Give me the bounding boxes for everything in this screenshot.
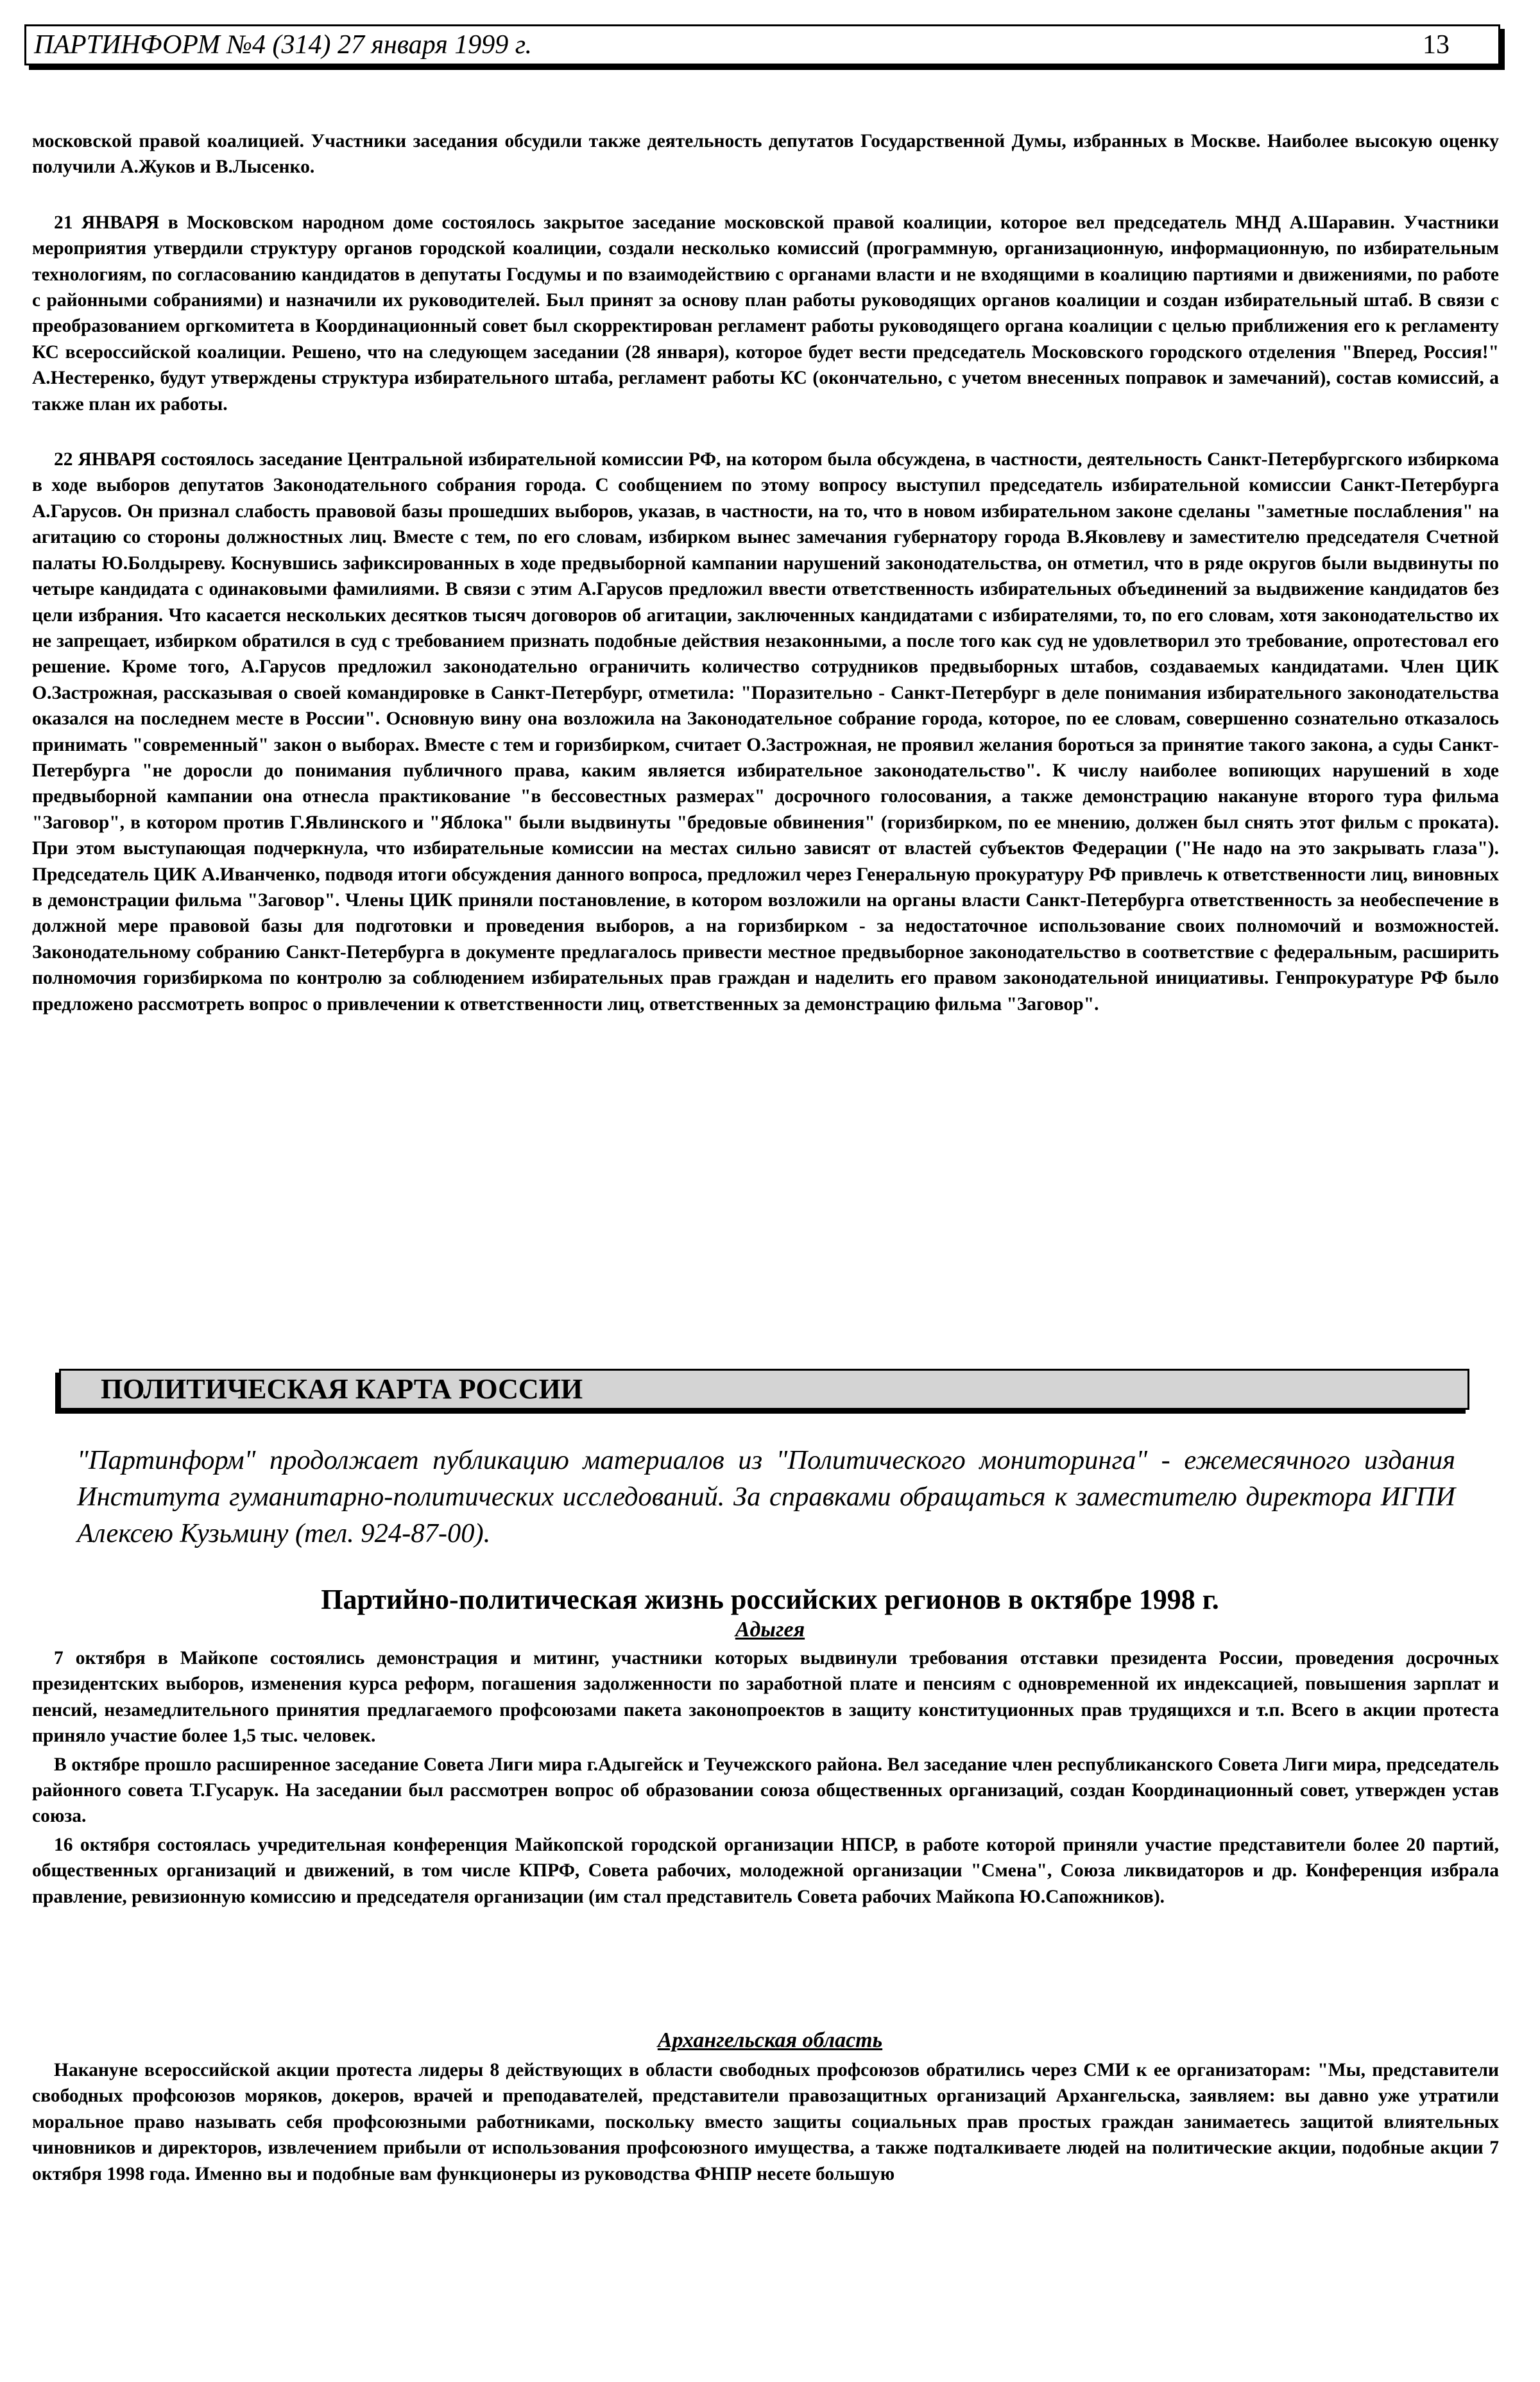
- region-adygea-text: [32, 1645, 1499, 1910]
- page-header: [24, 24, 1500, 65]
- article-title: Партийно-политическая жизнь российских регионов в октябре 1998 г.: [321, 1584, 1219, 1615]
- news-paragraph-continuation: московской правой коалицией. Участники заседания обсудили также деятельность депутатов Государственной Думы, избранных в Москве. Наиболее высокую оценку получили А.Жуков и В.Лысенко.: [32, 131, 1499, 178]
- publication-info: ПАРТИНФОРМ №4 (314) 27 января 1999 г.: [34, 30, 533, 60]
- arkhangelsk-paragraph: Накануне всероссийской акции протеста лидеры 8 действующих в области свободных профсоюзов обратились через СМИ к ее организаторам: "Мы, представители свободных профсоюзов моряков, докеров, врачей и преподавателей, представители правозащитных организаций Архангельска, заявляем: вы давно уже утратили моральное право называть себя профсоюзными работниками, поскольку вместо защиты социальных прав простых граждан занимаетесь защитой влиятельных чиновников и директоров, извлечением прибыли от использования профсоюзного имущества, а также подталкиваете людей на политические акции, подобные акции 7 октября 1998 года. Именно вы и подобные вам функционеры из руководства ФНПР несете большую: [32, 2060, 1499, 2184]
- region-title-arkhangelsk: Архангельская область: [657, 2028, 883, 2052]
- news-column: [32, 128, 1499, 1017]
- region-arkhangelsk-text: [32, 2057, 1499, 2187]
- section-intro: "Партинформ" продолжает публикацию материалов из "Политического мониторинга" - ежемесячного издания Института гуманитарно-политических исследований. За справками обращаться к заместителю директора ИГПИ Алексею Кузьмину (тел. 924-87-00).: [77, 1445, 1455, 1548]
- adygea-paragraph: 16 октября состоялась учредительная конференция Майкопской городской организации НПСР, в работе которой приняли участие представители более 20 партий, общественных организаций и движений, в том числе КПРФ, Совета рабочих, молодежной организации "Смена", Союза ликвидаторов и др. Конференция избрала правление, ревизионную комиссию и председателя организации (им стал представитель Совета рабочих Майкопа Ю.Сапожников).: [32, 1834, 1499, 1907]
- news-paragraph-jan22: 22 ЯНВАРЯ состоялось заседание Центральной избирательной комиссии РФ, на котором была обсуждена, в частности, деятельность Санкт-Петербургского избиркома в ходе выборов депутатов Законодательного собрания города. С сообщением по этому вопросу выступил председатель избирательной комиссии Санкт-Петербурга А.Гарусов. Он признал слабость правовой базы прошедших выборов, указав, в частности, на то, что в новом избирательном законе сделаны "заметные послабления" на агитацию со стороны должностных лиц. Вместе с тем, по его словам, избирком вынес замечания губернатору города В.Яковлеву и заместителю председателя Счетной палаты Ю.Болдыреву. Коснувшись зафиксированных в ходе предвыборной кампании нарушений законодательства, он отметил, что в ряде округов были выдвинуты по четыре кандидата с одинаковыми фамилиями. В связи с этим А.Гарусов предложил ввести ответственность избирательных объединений за выдвижение кандидатов без цели избрания. Что касается нескольких десятков тысяч договоров об агитации, заключенных кандидатами с избирателями, то, по его словам, хотя законодательство их не запрещает, избирком обратился в суд с требованием признать подобные действия незаконными, а после того как суд не удовлетворил это требование, опротестовал его решение. Кроме того, А.Гарусов предложил законодательно ограничить количество сотрудников предвыборных штабов, создаваемых кандидатами. Член ЦИК О.Застрожная, рассказывая о своей командировке в Санкт-Петербург, отметила: "Поразительно - Санкт-Петербург в деле понимания избирательного законодательства оказался на последнем месте в России". Основную вину она возложила на Законодательное собрание города, которое, по ее словам, совершенно сознательно отказалось принимать "современный" закон о выборах. Вместе с тем и горизбирком, считает О.Застрожная, не проявил желания бороться за принятие такого закона, а суды Санкт-Петербурга "не доросли до понимания публичного права, каким является избирательное законодательство". К числу наиболее вопиющих нарушений в ходе предвыборной кампании она отнесла практикование "в бессовестных размерах" досрочного голосования, а также демонстрацию накануне второго тура фильма "Заговор", в котором против Г.Явлинского и "Яблока" были выдвинуты "бредовые обвинения" (горизбирком, по ее мнению, должен был снять этот фильм с проката). При этом выступающая подчеркнула, что избирательные комиссии на местах сильно зависят от властей субъектов Федерации ("Не надо на это закрывать глаза"). Председатель ЦИК А.Иванченко, подводя итоги обсуждения данного вопроса, предложил через Генеральную прокуратуру РФ привлечь к ответственности лиц, виновных в демонстрации фильма "Заговор". Члены ЦИК приняли постановление, в котором возложили на органы власти Санкт-Петербурга ответственность за необеспечение в должной мере правовой базы для подготовки и проведения выборов, а на горизбирком - за недостаточное использование своих полномочий и возможностей. Законодательному собранию Санкт-Петербурга в документе предлагалось привести местное предвыборное законодательство в соответствие с федеральным, расширить полномочия горизбиркома по контролю за соблюдением избирательных прав граждан и наделить его правом законодательной инициативы. Генпрокуратуре РФ было предложено рассмотреть вопрос о привлечении к ответственности лиц, ответственных за демонстрацию фильма "Заговор".: [32, 449, 1499, 1015]
- section-banner: ПОЛИТИЧЕСКАЯ КАРТА РОССИИ: [59, 1369, 1469, 1410]
- news-paragraph-jan21: 21 ЯНВАРЯ в Московском народном доме состоялось закрытое заседание московской правой коалиции, которое вел председатель МНД А.Шаравин. Участники мероприятия утвердили структуру органов городской коалиции, создали несколько комиссий (программную, организационную, информационную, по избирательным технологиям, по согласованию кандидатов в депутаты Госдумы и по взаимодействию с органами власти и не входящими в коалицию партиями и движениями, по работе с районными собраниями) и назначили их руководителей. Был принят за основу план работы руководящих органов коалиции и создан избирательный штаб. В связи с преобразованием оргкомитета в Координационный совет был скорректирован регламент работы руководящего органа коалиции с целью приближения его к регламенту КС всероссийской коалиции. Решено, что на следующем заседании (28 января), которое будет вести председатель Московского городского отделения "Вперед, Россия!" А.Нестеренко, будут утверждены структура избирательного штаба, регламент работы КС (окончательно, с учетом внесенных поправок и замечаний), состав комиссий, а также план их работы.: [32, 212, 1499, 415]
- page-number: 13: [1423, 30, 1450, 60]
- adygea-paragraph: 7 октября в Майкопе состоялись демонстрация и митинг, участники которых выдвинули требования отставки президента России, проведения досрочных президентских выборов, изменения курса реформ, погашения задолженности по заработной плате и пенсиям с одновременной их индексацией, повышения зарплат и пенсий, незамедлительного принятия предлагаемого профсоюзами пакета законопроектов в защиту конституционных прав трудящихся и т.п. Всего в акции протеста приняло участие более 1,5 тыс. человек.: [32, 1648, 1499, 1747]
- region-title-adygea: Адыгея: [735, 1618, 805, 1641]
- adygea-paragraph: В октябре прошло расширенное заседание Совета Лиги мира г.Адыгейск и Теучежского района. Вел заседание член республиканского Совета Лиги мира, председатель районного совета Т.Гусарук. На заседании был рассмотрен вопрос об образовании союза общественных организаций, создан Координационный совет, утвержден устав союза.: [32, 1754, 1499, 1827]
